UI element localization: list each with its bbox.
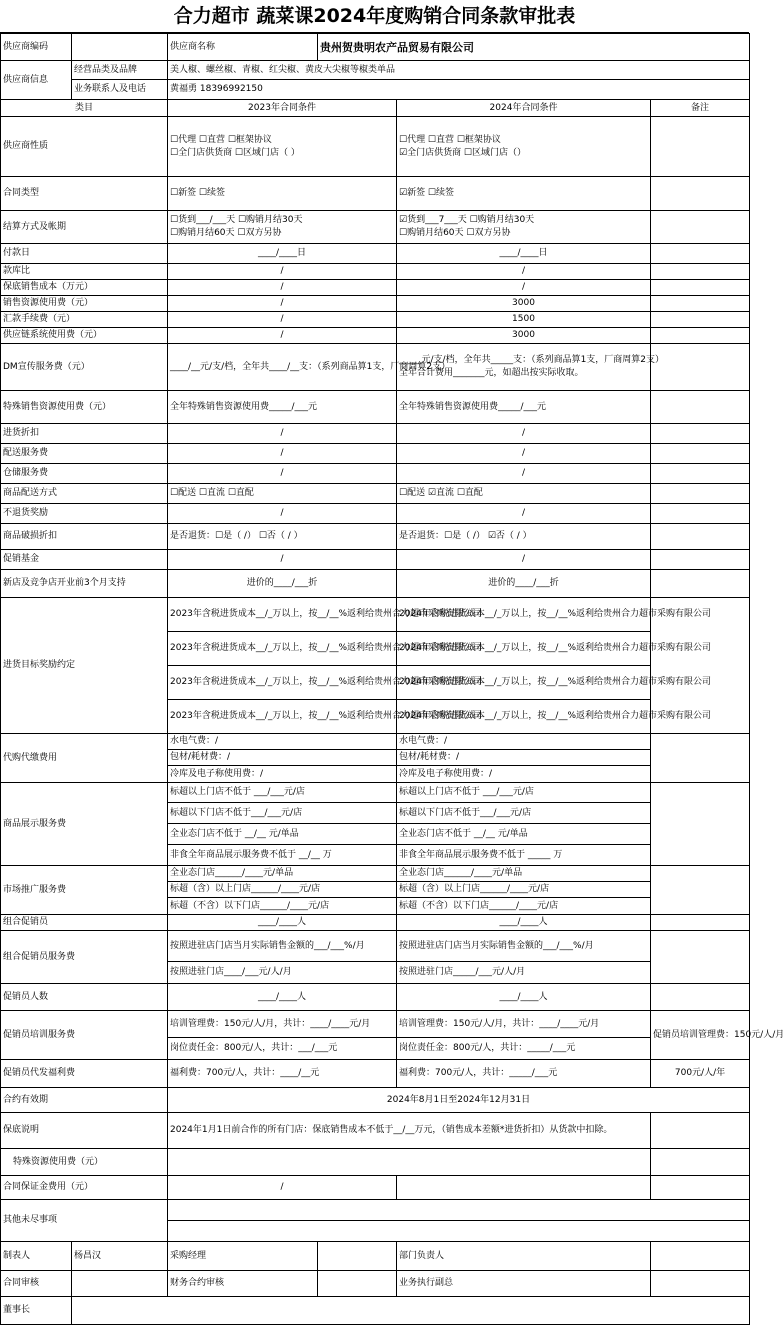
row-other: [1, 1200, 750, 1221]
row-guarantee-cost: [1, 280, 750, 296]
row-label: 配送服务费: [1, 444, 168, 464]
cell-line: 全年合计费用_______元，如超出按实际收取。: [399, 368, 584, 378]
cell-2024[interactable]: 包材/耗材费：/: [397, 750, 651, 766]
cell-2023[interactable]: [168, 211, 397, 244]
cell-2024[interactable]: 2024年含税进货成本__/_万以上，按__/__%返利给贵州合力超市采购有限公司: [397, 666, 651, 700]
cell-2023[interactable]: 2023年含税进货成本__/_万以上，按__/__%返利给贵州合力超市采购有限公司: [168, 632, 397, 666]
row-agent-fee: [1, 734, 750, 750]
row-purchase-discount: [1, 424, 750, 444]
cell-remark[interactable]: [651, 344, 750, 391]
row-storage-service: [1, 464, 750, 484]
cell-2024[interactable]: /: [397, 424, 651, 444]
row-label: 汇款手续费（元）: [1, 312, 168, 328]
row-new-store: [1, 570, 750, 598]
row-label: 进货目标奖励约定: [1, 598, 168, 734]
guarantee-note-value[interactable]: 2024年1月1日前合作的所有门店：保底销售成本不低于__/__万元，（销售成本差额*进货折扣）从货款中扣除。: [168, 1113, 651, 1149]
cell-2024[interactable]: 福利费：700元/人，共计：_____/___元: [397, 1060, 651, 1088]
cell-2023[interactable]: 培训管理费：150元/人/月，共计：____/____元/月: [168, 1011, 397, 1038]
row-signoff-2: [1, 1271, 750, 1297]
row-label: 促销员代发福利费: [1, 1060, 168, 1088]
contact-value[interactable]: 黄福勇 18396992150: [168, 80, 750, 100]
row-supplier-category: [1, 61, 750, 80]
chairman-label: 董事长: [1, 1297, 72, 1325]
supplier-code-label: 供应商编码: [1, 34, 72, 61]
special-resource-value[interactable]: [168, 1149, 651, 1176]
purchase-manager-label: 采购经理: [168, 1242, 318, 1271]
cell-2024[interactable]: ____/____人: [397, 915, 651, 931]
cell-2023[interactable]: 全年特殊销售资源使用费_____/___元: [168, 391, 397, 424]
row-market-promo: [1, 866, 750, 882]
cell-2024[interactable]: 2024年含税进货成本__/_万以上，按__/__%返利给贵州合力超市采购有限公司: [397, 598, 651, 632]
cell-2024[interactable]: ____/____人: [397, 984, 651, 1011]
cell-2024[interactable]: 冷库及电子称使用费：/: [397, 766, 651, 783]
row-label: 其他未尽事项: [1, 1200, 168, 1242]
cell-2023[interactable]: /: [168, 328, 397, 344]
row-label: 供应链系统使用费（元）: [1, 328, 168, 344]
header-2024: 2024年合同条件: [397, 100, 651, 117]
row-delivery-mode: [1, 484, 750, 504]
cell-2023[interactable]: 福利费：700元/人，共计：____/__元: [168, 1060, 397, 1088]
row-column-headers: [1, 100, 750, 117]
cell-2024[interactable]: /: [397, 280, 651, 296]
cell-2024[interactable]: 进价的____/___折: [397, 570, 651, 598]
cell-2023[interactable]: 2023年含税进货成本__/_万以上，按__/__%返利给贵州合力超市采购有限公司: [168, 666, 397, 700]
cell-remark[interactable]: [651, 244, 750, 264]
category-label: 经营品类及品牌: [72, 61, 168, 80]
row-label: 市场推广服务费: [1, 866, 168, 915]
row-welfare: [1, 1060, 750, 1088]
cell-remark[interactable]: [651, 117, 750, 177]
cell-2023[interactable]: ☐配送 ☐直流 ☐直配: [168, 484, 397, 504]
dept-head-sign[interactable]: [651, 1242, 750, 1271]
row-remit-fee: [1, 312, 750, 328]
row-label: DM宣传服务费（元）: [1, 344, 168, 391]
supplier-name-label: 供应商名称: [168, 34, 318, 61]
row-contract-type: [1, 177, 750, 211]
cell-line: ☐代理 ☐直营 ☐框架协议: [170, 134, 272, 145]
cell-2023[interactable]: /: [168, 264, 397, 280]
cell-remark[interactable]: [651, 570, 750, 598]
row-label: 组合促销员服务费: [1, 931, 168, 984]
row-target-reward: [1, 598, 750, 632]
header-remark: 备注: [651, 100, 750, 117]
row-settlement: [1, 211, 750, 244]
row-label: 不退货奖励: [1, 504, 168, 524]
cell-2024[interactable]: 全年特殊销售资源使用费_____/___元: [397, 391, 651, 424]
cell-2023[interactable]: 全业态门店不低于 __/__ 元/单品: [168, 824, 397, 845]
cell-line: ☑全门店供货商 ☐区域门店（）: [399, 147, 526, 158]
cell-2023[interactable]: 按照进驻门店____/___元/人/月: [168, 962, 397, 984]
cell-2023[interactable]: ____/____日: [168, 244, 397, 264]
row-supplier-contact: [1, 80, 750, 100]
cell-remark[interactable]: [651, 328, 750, 344]
row-promoter-training: [1, 1011, 750, 1038]
cell-2023[interactable]: 标超（含）以上门店______/____元/店: [168, 882, 397, 898]
cell-2024[interactable]: ☐配送 ☑直流 ☐直配: [397, 484, 651, 504]
cell-2023[interactable]: 2023年含税进货成本__/_万以上，按__/__%返利给贵州合力超市采购有限公司: [168, 598, 397, 632]
cell-2024[interactable]: 标超以上门店不低于 ___/___元/店: [397, 783, 651, 803]
cell-remark[interactable]: [651, 1113, 750, 1149]
cell-remark[interactable]: [651, 264, 750, 280]
cell-2024[interactable]: /: [397, 550, 651, 570]
cell-2023[interactable]: 包材/耗材费：/: [168, 750, 397, 766]
row-label: 保底说明: [1, 1113, 168, 1149]
cell-2024[interactable]: ☑新签 ☐续签: [397, 177, 651, 211]
row-dm: [1, 344, 750, 391]
row-label: 商品破损折扣: [1, 524, 168, 550]
cell-line: _____元/支/档，全年共_____支：（系列商品算1支，厂商周算2支）: [399, 355, 665, 365]
cell-2023[interactable]: /: [168, 424, 397, 444]
cell-remark[interactable]: [651, 211, 750, 244]
cell-2024[interactable]: 1500: [397, 312, 651, 328]
row-label: 特殊销售资源使用费（元）: [1, 391, 168, 424]
cell-2023[interactable]: /: [168, 296, 397, 312]
category-value[interactable]: 美人椒、螺丝椒、青椒、红尖椒、黄皮大尖椒等椒类单品: [168, 61, 750, 80]
cell-2023[interactable]: 进价的____/___折: [168, 570, 397, 598]
cell-2024[interactable]: 全业态门店______/____元/单品: [397, 866, 651, 882]
cell-2023[interactable]: [168, 117, 397, 177]
row-supplier-code: [1, 34, 750, 61]
chairman-sign[interactable]: [72, 1297, 750, 1325]
finance-review-sign[interactable]: [318, 1271, 397, 1297]
cell-2024[interactable]: [397, 344, 665, 391]
cell-remark[interactable]: 700元/人/年: [651, 1060, 750, 1088]
cell-remark[interactable]: [651, 484, 750, 504]
row-label: 结算方式及帐期: [1, 211, 168, 244]
cell-2024[interactable]: 标超以下门店不低于___/___元/店: [397, 803, 651, 824]
row-pay-day: [1, 244, 750, 264]
cell-2023[interactable]: /: [168, 464, 397, 484]
cell-2024[interactable]: 水电气费：/: [397, 734, 651, 750]
cell-2024[interactable]: 按照进驻门店_____/___元/人/月: [397, 962, 651, 984]
cell-2023[interactable]: ☐新签 ☐续签: [168, 177, 397, 211]
cell-2024[interactable]: 3000: [397, 328, 651, 344]
finance-review-label: 财务合约审核: [168, 1271, 318, 1297]
cell-2024[interactable]: 标超（含）以上门店______/____元/店: [397, 882, 651, 898]
cell-line: ☐购销月结60天 ☐双方另协: [170, 228, 282, 238]
vp-sign[interactable]: [651, 1271, 750, 1297]
cell-remark[interactable]: [651, 424, 750, 444]
supplier-info-label: 供应商信息: [1, 61, 72, 100]
cell-2024[interactable]: 全业态门店不低于 __/__ 元/单品: [397, 824, 651, 845]
cell-line: ☑货到___7___天 ☐购销月结30天: [399, 215, 535, 225]
cell-2024[interactable]: [397, 1176, 651, 1200]
row-delivery-service: [1, 444, 750, 464]
cell-remark[interactable]: [651, 984, 750, 1011]
row-signoff-3: [1, 1297, 750, 1325]
cell-2023[interactable]: 非食全年商品展示服务费不低于 __/__ 万: [168, 845, 397, 866]
purchase-manager-sign[interactable]: [318, 1242, 397, 1271]
preparer-label: 制表人: [1, 1242, 72, 1271]
cell-2023[interactable]: 全业态门店______/____元/单品: [168, 866, 397, 882]
cell-2023[interactable]: ____/____人: [168, 984, 397, 1011]
row-label: 保底销售成本（万元）: [1, 280, 168, 296]
cell-remark[interactable]: [651, 444, 750, 464]
cell-2023[interactable]: /: [168, 550, 397, 570]
row-damage-discount: [1, 524, 750, 550]
cell-2023[interactable]: 2023年含税进货成本__/_万以上，按__/__%返利给贵州合力超市采购有限公司: [168, 700, 397, 734]
row-label: 促销员人数: [1, 984, 168, 1011]
other-value[interactable]: [168, 1221, 750, 1242]
form-title: 合力超市 蔬菜课2024年度购销合同条款审批表: [0, 0, 749, 33]
cell-remark[interactable]: [651, 177, 750, 211]
row-label: 特殊资源使用费（元）: [1, 1149, 168, 1176]
row-label: 代购代缴费用: [1, 734, 168, 783]
cell-remark[interactable]: 促销员培训管理费：150元/人/月: [651, 1011, 750, 1060]
row-signoff-1: [1, 1242, 750, 1271]
cell-2023[interactable]: 是否退货：☐是（ /） ☐否（ / ）: [168, 524, 397, 550]
vp-label: 业务执行副总: [397, 1271, 651, 1297]
cell-remark[interactable]: [651, 1149, 750, 1176]
cell-2023[interactable]: ____/__元/支/档，全年共____/__支：（系列商品算1支，厂商周算2支）: [168, 344, 397, 391]
cell-line: ☐全门店供货商 ☐区域门店（ ）: [170, 147, 300, 158]
cell-2024[interactable]: /: [397, 444, 651, 464]
cell-2023[interactable]: ____/____人: [168, 915, 397, 931]
cell-remark[interactable]: [651, 280, 750, 296]
row-label: 合约有效期: [1, 1088, 168, 1113]
row-label: 销售资源使用费（元）: [1, 296, 168, 312]
row-special-sales: [1, 391, 750, 424]
row-promoter-count: [1, 984, 750, 1011]
row-label: 合同类型: [1, 177, 168, 211]
row-contract-deposit: [1, 1176, 750, 1200]
cell-remark[interactable]: [651, 550, 750, 570]
row-validity: [1, 1088, 750, 1113]
cell-2024[interactable]: 岗位责任金：800元/人，共计：_____/___元: [397, 1038, 651, 1060]
cell-2023[interactable]: /: [168, 280, 397, 296]
cell-2024[interactable]: 标超（不含）以下门店______/____元/店: [397, 898, 651, 915]
row-guarantee-note: [1, 1113, 750, 1149]
row-no-return: [1, 504, 750, 524]
row-sales-resource: [1, 296, 750, 312]
contract-deposit-value[interactable]: /: [168, 1176, 397, 1200]
row-label: 商品配送方式: [1, 484, 168, 504]
approval-table: [0, 33, 784, 1325]
validity-value[interactable]: 2024年8月1日至2024年12月31日: [168, 1088, 750, 1113]
preparer-value[interactable]: 杨昌汉: [72, 1242, 168, 1271]
row-label: 合同保证金费用（元）: [1, 1176, 168, 1200]
row-label: 款库比: [1, 264, 168, 280]
row-label: 仓储服务费: [1, 464, 168, 484]
row-deduct-ratio: [1, 264, 750, 280]
row-label: 促销员培训服务费: [1, 1011, 168, 1060]
row-label: 付款日: [1, 244, 168, 264]
contract-review-sign[interactable]: [72, 1271, 168, 1297]
cell-remark[interactable]: [651, 504, 750, 524]
cell-2024[interactable]: 非食全年商品展示服务费不低于 _____ 万: [397, 845, 651, 866]
row-display-fee: [1, 783, 750, 803]
row-label: 进货折扣: [1, 424, 168, 444]
cell-remark[interactable]: [651, 866, 750, 915]
row-label: 促销基金: [1, 550, 168, 570]
row-label: 新店及竞争店开业前3个月支持: [1, 570, 168, 598]
cell-line: ☐购销月结60天 ☐双方另协: [399, 228, 511, 238]
row-promo-fund: [1, 550, 750, 570]
cell-remark[interactable]: [651, 1176, 750, 1200]
cell-2024[interactable]: 2024年含税进货成本__/_万以上，按__/__%返利给贵州合力超市采购有限公司: [397, 632, 651, 666]
row-label: 组合促销员: [1, 915, 168, 931]
contact-label: 业务联系人及电话: [72, 80, 168, 100]
row-supply-chain: [1, 328, 750, 344]
cell-2023[interactable]: /: [168, 504, 397, 524]
row-nature: [1, 117, 750, 177]
cell-2024[interactable]: [397, 211, 651, 244]
cell-remark[interactable]: [651, 524, 750, 550]
cell-remark[interactable]: [651, 931, 750, 984]
cell-2023[interactable]: 标超（不含）以下门店______/____元/店: [168, 898, 397, 915]
cell-2024[interactable]: /: [397, 464, 651, 484]
header-category: 类目: [1, 100, 168, 117]
cell-remark[interactable]: [651, 783, 750, 866]
row-group-promoter-fee: [1, 931, 750, 962]
cell-remark[interactable]: [651, 915, 750, 931]
cell-2023[interactable]: /: [168, 444, 397, 464]
cell-2023[interactable]: 冷库及电子称使用费：/: [168, 766, 397, 783]
cell-remark[interactable]: [651, 391, 750, 424]
cell-2023[interactable]: /: [168, 312, 397, 328]
cell-remark[interactable]: [651, 734, 750, 783]
cell-remark[interactable]: [651, 464, 750, 484]
cell-2024[interactable]: [397, 117, 651, 177]
row-special-resource: [1, 1149, 750, 1176]
cell-2024[interactable]: /: [397, 264, 651, 280]
row-label: 供应商性质: [1, 117, 168, 177]
cell-2024[interactable]: 按照进驻店门店当月实际销售金额的___/___%/月: [397, 931, 651, 962]
cell-2023[interactable]: 水电气费：/: [168, 734, 397, 750]
header-2023: 2023年合同条件: [168, 100, 397, 117]
supplier-code-value[interactable]: [72, 34, 168, 61]
row-group-promoter: [1, 915, 750, 931]
cell-2024[interactable]: 是否退货：☐是（ /） ☑否（ / ）: [397, 524, 651, 550]
supplier-name-value[interactable]: 贵州贺贵明农产品贸易有限公司: [318, 34, 750, 61]
cell-remark[interactable]: [651, 312, 750, 328]
cell-2023[interactable]: 标超以上门店不低于 ___/___元/店: [168, 783, 397, 803]
cell-2023[interactable]: 标超以下门店不低于___/___元/店: [168, 803, 397, 824]
cell-line: ☐代理 ☐直营 ☐框架协议: [399, 134, 501, 145]
cell-2024[interactable]: 2024年含税进货成本__/_万以上，按__/__%返利给贵州合力超市采购有限公司: [397, 700, 651, 734]
cell-2024[interactable]: 培训管理费：150元/人/月，共计：____/____元/月: [397, 1011, 651, 1038]
cell-2024[interactable]: /: [397, 504, 651, 524]
cell-2024[interactable]: ____/____日: [397, 244, 651, 264]
cell-remark[interactable]: [651, 296, 750, 312]
row-label: 商品展示服务费: [1, 783, 168, 866]
cell-2024[interactable]: 3000: [397, 296, 651, 312]
other-value[interactable]: [168, 1200, 750, 1221]
cell-2023[interactable]: 按照进驻店门店当月实际销售金额的___/___%/月: [168, 931, 397, 962]
cell-line: ☐货到___/___天 ☐购销月结30天: [170, 215, 303, 225]
contract-review-label: 合同审核: [1, 1271, 72, 1297]
cell-2023[interactable]: 岗位责任金：800元/人，共计：___/___元: [168, 1038, 397, 1060]
dept-head-label: 部门负责人: [397, 1242, 651, 1271]
